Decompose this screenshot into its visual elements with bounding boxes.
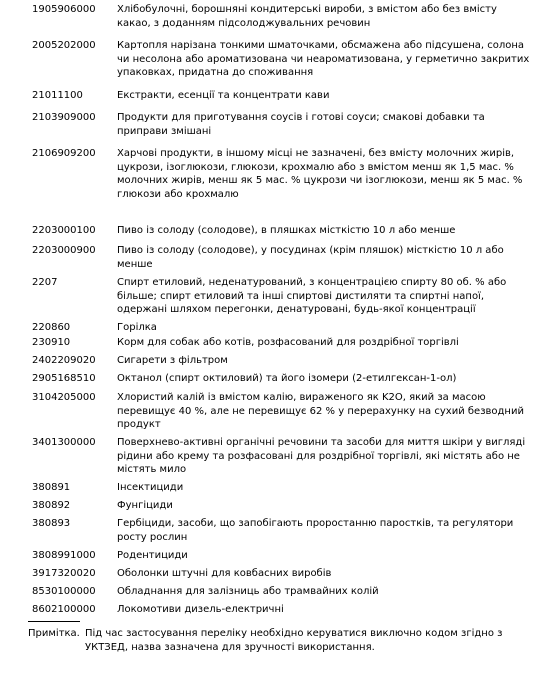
table-row [32,146,532,223]
code-cell: 3401300000 [32,437,96,448]
table-row [32,38,532,88]
description-cell: Родентициди [117,550,188,561]
table-row [32,390,532,435]
description-cell: Оболонки штучні для ковбасних виробів [117,568,332,579]
table-row [32,335,532,353]
description-cell: Хлористий калій із вмістом калію, вираженого як K2O, який за масою перевищує 40 %, але не перевищує 62 % у перерахунку на сухий безводний продукт [117,392,524,430]
code-cell: 21011100 [32,90,83,101]
footnote-divider [28,621,80,622]
code-cell: 2103909000 [32,112,96,123]
product-table [32,2,532,620]
code-cell: 3917320020 [32,568,96,579]
table-row [32,435,532,480]
footnote-label: Примітка. [28,628,80,639]
description-cell: Октанол (спирт октиловий) та його ізомери (2-етилгексан-1-ол) [117,373,457,384]
footnote [28,627,534,654]
code-cell: 380892 [32,500,71,511]
table-row [32,243,532,275]
table-row [32,480,532,498]
code-cell: 3808991000 [32,550,96,561]
code-cell: 1905906000 [32,4,96,15]
code-cell: 380893 [32,518,71,529]
description-cell: Горілка [117,322,157,333]
code-cell: 230910 [32,337,71,348]
description-cell: Корм для собак або котів, розфасований для роздрібної торгівлі [117,337,459,348]
table-row [32,88,532,110]
description-cell: Картопля нарізана тонкими шматочками, обсмажена або підсушена, солона чи несолона або ароматизована чи неароматизована, у герметично закритих упаковках, придатна до споживання [117,40,530,78]
table-row [32,223,532,243]
description-cell: Продукти для приготування соусів і готові соуси; смакові добавки та приправи змішані [117,112,485,137]
description-cell: Хлібобулочні, борошняні кондитерські вироби, з вмістом або без вмісту какао, з доданням підсолоджувальних речовин [117,4,497,29]
code-cell: 2905168510 [32,373,96,384]
description-cell: Спирт етиловий, неденатурований, з концентрацією спирту 80 об. % або більше; спирт етиловий та інші спиртові дистиляти та спиртні напої, одержані шляхом перегонки, денатуровані, будь-якої концентрації [117,277,507,315]
code-cell: 2203000100 [32,225,96,236]
description-cell: Гербіциди, засоби, що запобігають проростанню паростків, та регулятори росту рослин [117,518,514,543]
description-cell: Інсектициди [117,482,184,493]
table-row [32,516,532,548]
table-row [32,584,532,602]
description-cell: Фунгіциди [117,500,173,511]
description-cell: Екстракти, есенції та концентрати кави [117,90,330,101]
code-cell: 2207 [32,277,58,288]
table-row [32,371,532,390]
table-row [32,566,532,584]
table-row [32,548,532,566]
code-cell: 8530100000 [32,586,96,597]
table-row [32,110,532,146]
description-cell: Сигарети з фільтром [117,355,228,366]
code-cell: 380891 [32,482,71,493]
code-cell: 2005202000 [32,40,96,51]
code-cell: 8602100000 [32,604,96,615]
table-row [32,320,532,335]
description-cell: Пиво із солоду (солодове), у посудинах (крім пляшок) місткістю 10 л або менше [117,245,504,270]
description-cell: Поверхнево-активні органічні речовини та засоби для миття шкіри у вигляді рідини або крему та розфасовані для роздрібної торгівлі, які містять або не містять мило [117,437,526,475]
table-row [32,353,532,371]
code-cell: 3104205000 [32,392,96,403]
table-row [32,2,532,38]
code-cell: 2402209020 [32,355,96,366]
description-cell: Локомотиви дизель-електричні [117,604,284,615]
table-row [32,602,532,620]
code-cell: 2106909200 [32,148,96,159]
footnote-text: Під час застосування переліку необхідно керуватися виключно кодом згідно з УКТЗЕД, назва зазначена для зручності використання. [85,628,503,653]
description-cell: Обладнання для залізниць або трамвайних колій [117,586,379,597]
code-cell: 220860 [32,322,71,333]
description-cell: Пиво із солоду (солодове), в пляшках місткістю 10 л або менше [117,225,456,236]
code-cell: 2203000900 [32,245,96,256]
table-row [32,498,532,516]
description-cell: Харчові продукти, в іншому місці не зазначені, без вмісту молочних жирів, цукрози, ізоглюкози, глюкози, крохмалю або з вмістом менш як 1,5 мас. % молочних жирів, менш як 5 мас. % цукрози чи ізоглюкози, менш як 5 мас. % глюкози або крохмалю [117,148,523,200]
table-row [32,275,532,320]
